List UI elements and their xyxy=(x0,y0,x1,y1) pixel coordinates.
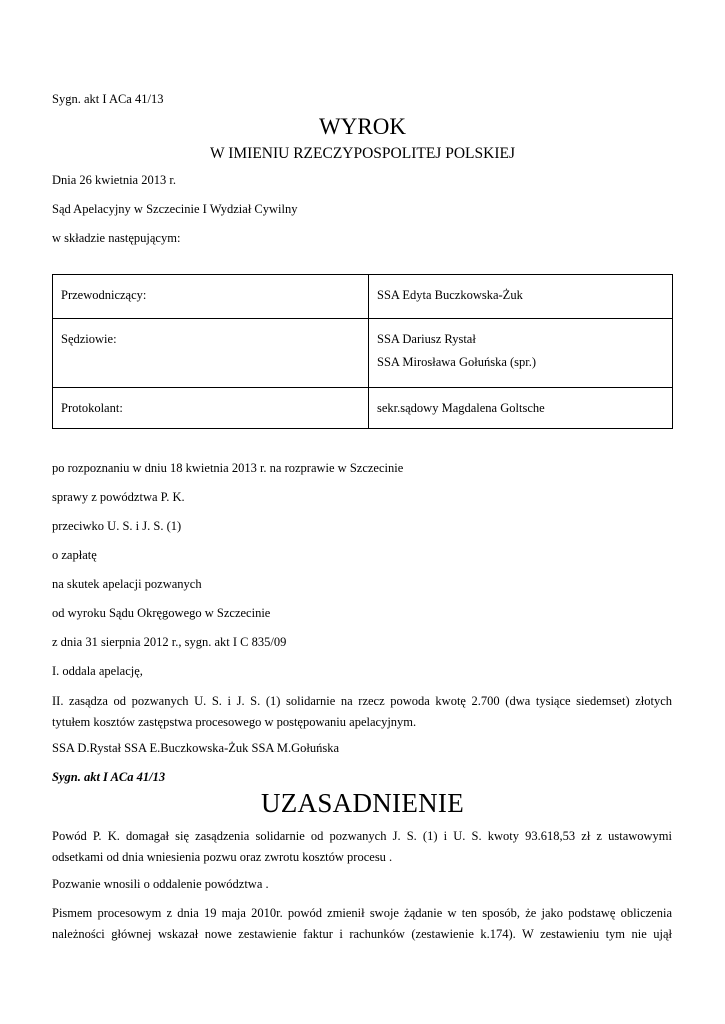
judges-role-cell xyxy=(53,319,369,388)
hearing-line: przeciwko U. S. i J. S. (1) xyxy=(52,519,182,533)
hearing-line: o zapłatę xyxy=(52,548,97,562)
table-row xyxy=(53,388,673,429)
paragraph-1-line-2: odsetkami od dnia wniesienia pozwu oraz zwrotu kosztów procesu . xyxy=(52,850,393,864)
ruling-point-1: I. oddala apelację, xyxy=(52,664,143,678)
chair-role: Przewodniczący: xyxy=(61,288,147,302)
judges-names-cell xyxy=(369,319,673,388)
judges-role: Sędziowie: xyxy=(61,332,117,346)
paragraph-3-line-1: Pismem procesowym z dnia 19 maja 2010r. powód zmienił swoje żądanie w ten sposób, że jako podstawę obliczenia xyxy=(52,906,672,920)
clerk-name: sekr.sądowy Magdalena Goltsche xyxy=(377,401,545,415)
justification-paragraph-3 xyxy=(52,903,672,945)
justification-title: UZASADNIENIE xyxy=(260,788,465,818)
chair-name: SSA Edyta Buczkowska-Żuk xyxy=(377,288,523,302)
hearing-line: sprawy z powództwa P. K. xyxy=(52,490,185,504)
court-name: Sąd Apelacyjny w Szczecinie I Wydział Cywilny xyxy=(52,202,298,216)
judge-1-name: SSA Dariusz Rystał xyxy=(377,332,476,346)
verdict-subtitle: W IMIENIU RZECZYPOSPOLITEJ POLSKIEJ xyxy=(210,145,515,162)
ruling-point-2 xyxy=(52,691,672,733)
hearing-line: na skutek apelacji pozwanych xyxy=(52,577,202,591)
clerk-role-cell xyxy=(53,388,369,429)
chair-role-cell xyxy=(53,275,369,319)
table-row xyxy=(53,319,673,388)
clerk-name-cell xyxy=(369,388,673,429)
court-composition-table xyxy=(52,274,673,429)
paragraph-3-line-2: należności głównej wskazał nowe zestawienie faktur i rachunków (zestawienie k.174). W zestawieniu tym nie ujął xyxy=(52,927,672,941)
clerk-role: Protokolant: xyxy=(61,401,123,415)
hearing-line: po rozpoznaniu w dniu 18 kwietnia 2013 r. na rozprawie w Szczecinie xyxy=(52,461,404,475)
case-reference-bottom: Sygn. akt I ACa 41/13 xyxy=(52,770,166,784)
justification-paragraph-1 xyxy=(52,826,672,868)
chair-name-cell xyxy=(369,275,673,319)
hearing-line: od wyroku Sądu Okręgowego w Szczecinie xyxy=(52,606,271,620)
verdict-date: Dnia 26 kwietnia 2013 r. xyxy=(52,173,176,187)
judge-signatures: SSA D.Rystał SSA E.Buczkowska-Żuk SSA M.Gołuńska xyxy=(52,741,340,755)
ruling-point-2-line-2: tytułem kosztów zastępstwa procesowego w postępowaniu apelacyjnym. xyxy=(52,715,417,729)
ruling-point-2-line-1: II. zasądza od pozwanych U. S. i J. S. (1) solidarnie na rzecz powoda kwotę 2.700 (dwa tysiące siedemset) złotych xyxy=(52,694,672,708)
judge-2-name: SSA Mirosława Gołuńska (spr.) xyxy=(377,355,537,369)
paragraph-1-line-1: Powód P. K. domagał się zasądzenia solidarnie od pozwanych J. S. (1) i U. S. kwoty 93.618,53 zł z ustawowymi xyxy=(52,829,672,843)
verdict-title: WYROK xyxy=(319,114,406,139)
table-row xyxy=(53,275,673,319)
justification-paragraph-2: Pozwanie wnosili o oddalenie powództwa . xyxy=(52,877,269,891)
composition-intro: w składzie następującym: xyxy=(52,231,181,245)
case-reference-top: Sygn. akt I ACa 41/13 xyxy=(52,92,164,106)
hearing-line: z dnia 31 sierpnia 2012 r., sygn. akt I C 835/09 xyxy=(52,635,287,649)
